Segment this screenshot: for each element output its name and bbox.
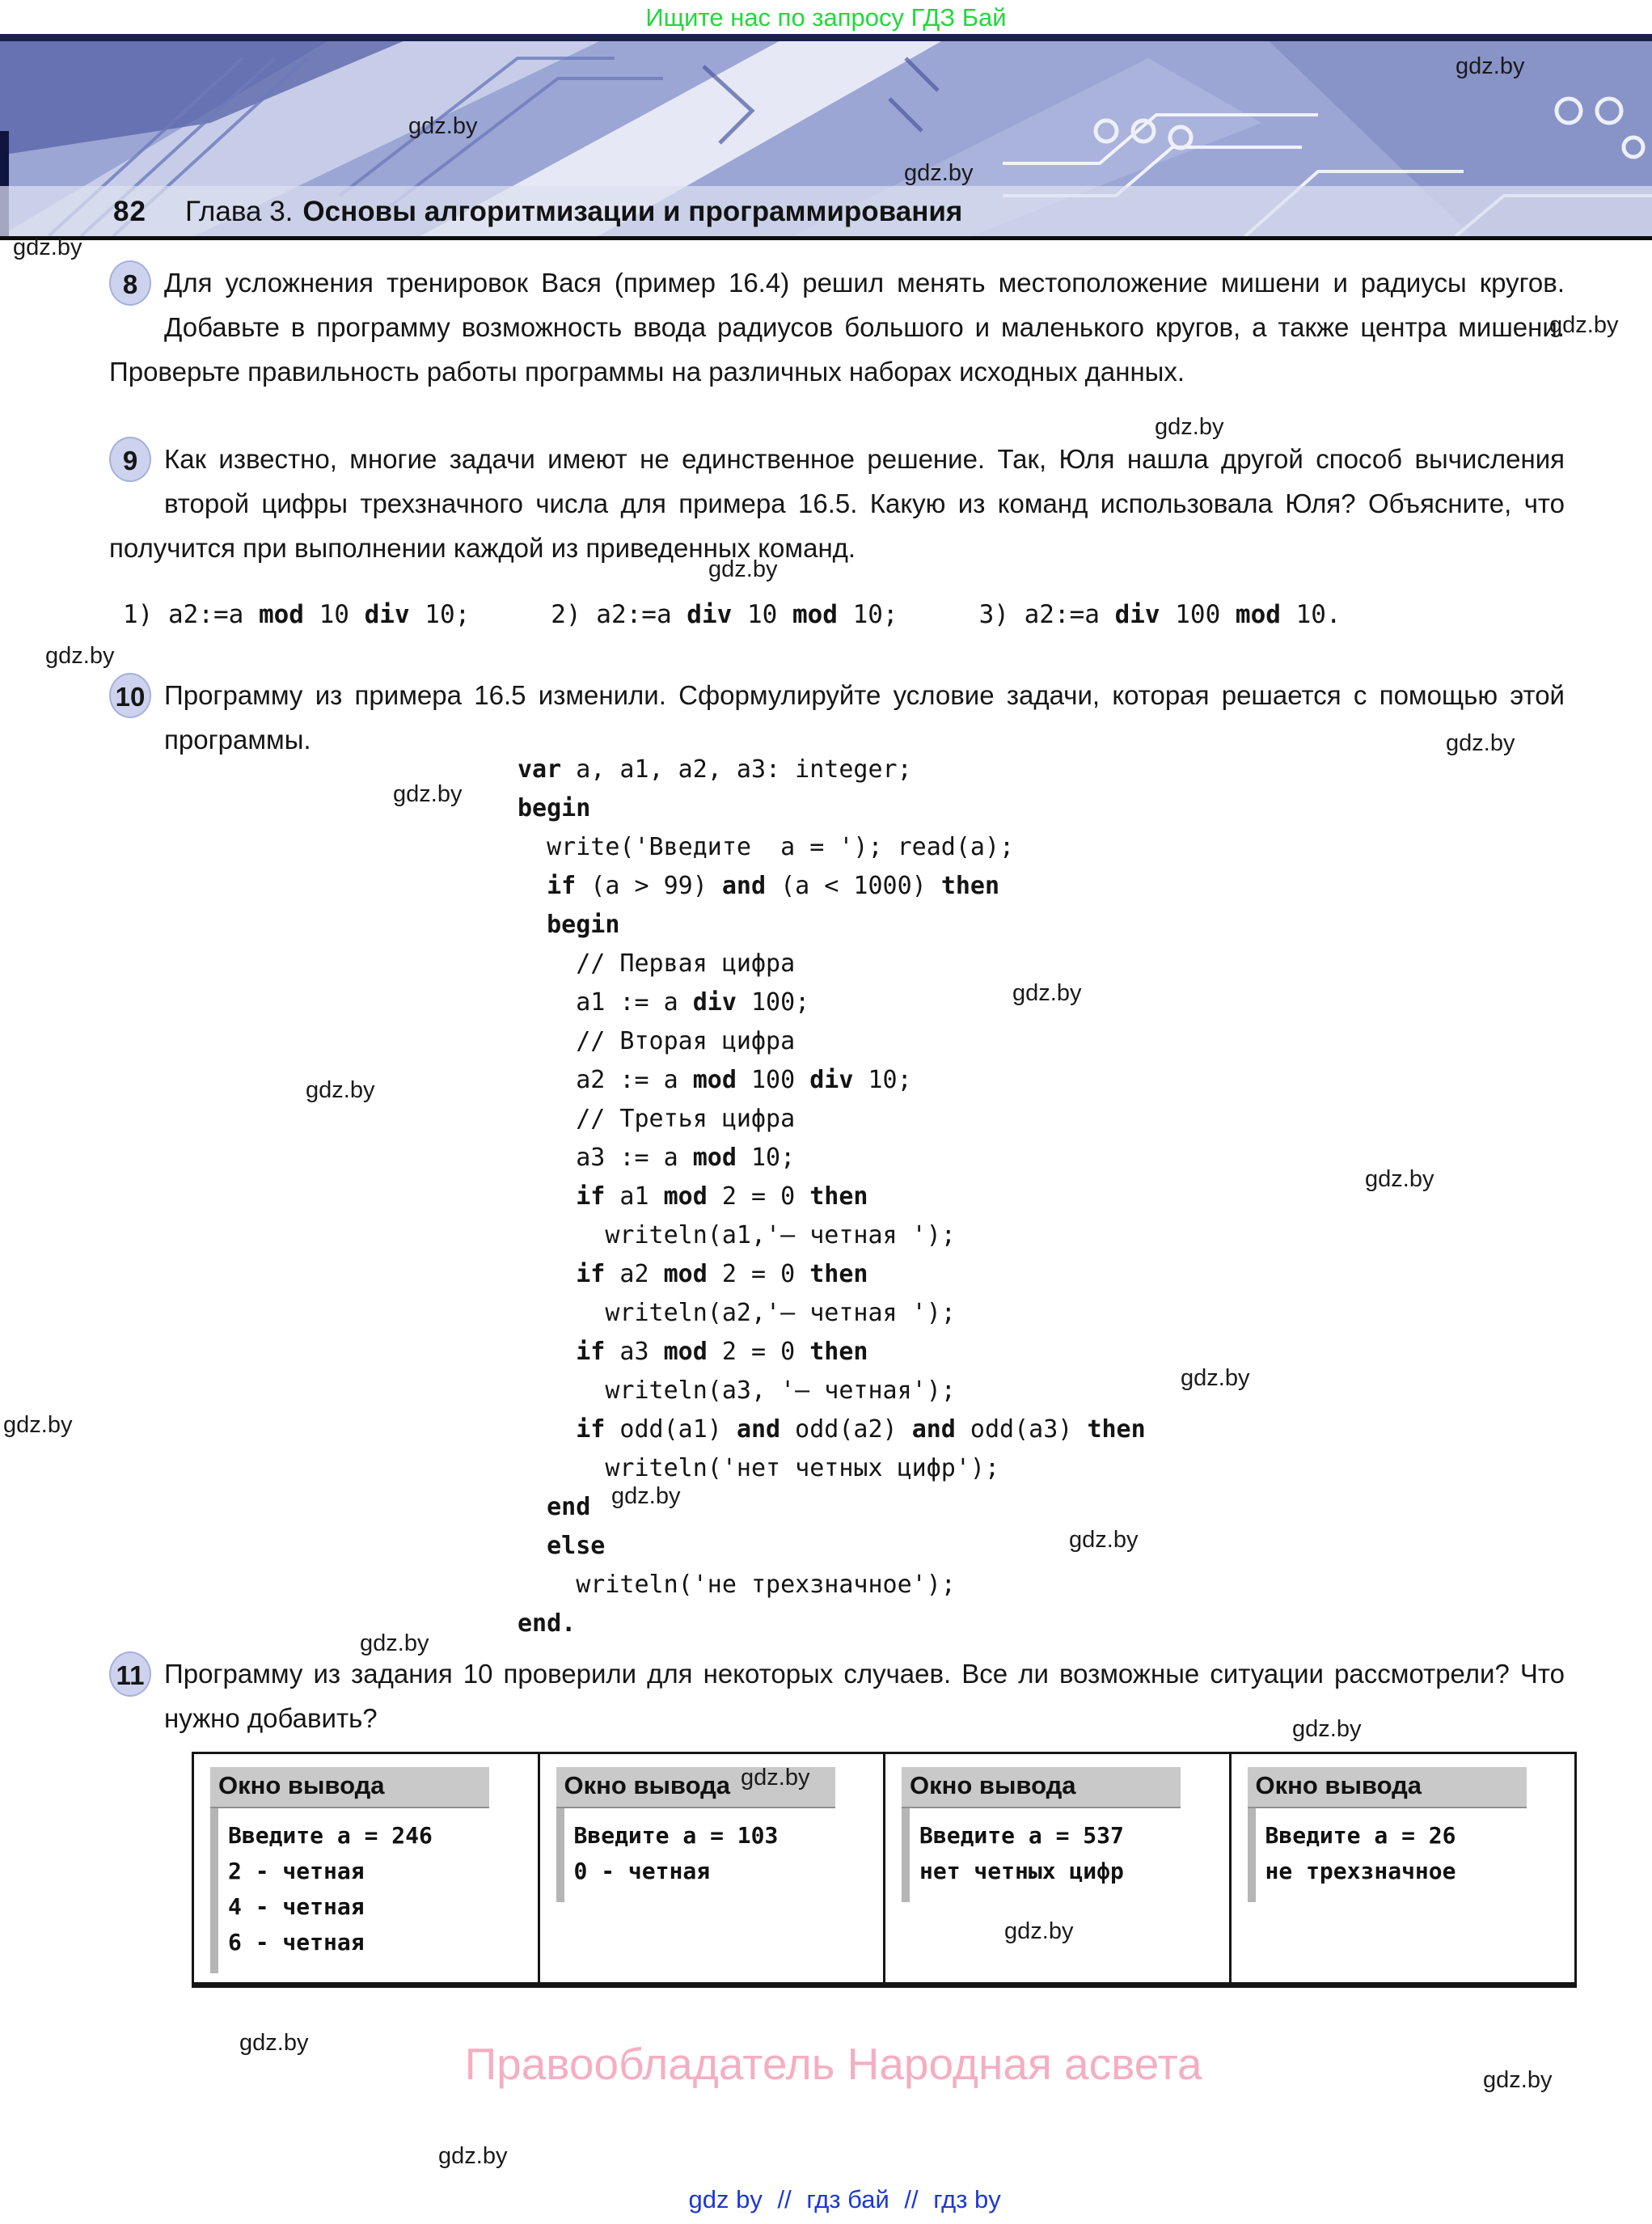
code-text: 100 xyxy=(736,1066,810,1094)
output-examples-table xyxy=(192,1752,1577,1988)
page-number: 82 xyxy=(113,196,146,227)
code-text: odd(a3) xyxy=(955,1415,1088,1444)
code-line xyxy=(518,1216,1146,1255)
code-line xyxy=(518,1372,1146,1410)
code-keyword: if xyxy=(547,872,577,900)
console-line: Введите a = 537 xyxy=(919,1822,1124,1849)
footer-link[interactable]: гдз by xyxy=(933,2185,1001,2213)
gdz-watermark: gdz.by xyxy=(904,160,974,186)
code-text xyxy=(518,1260,576,1288)
code-keyword: begin xyxy=(547,911,620,939)
console-line: 2 - четная xyxy=(228,1858,365,1884)
code-text: writeln(a1,'— четная '); xyxy=(518,1221,956,1249)
code-line xyxy=(518,1566,1146,1605)
console-line: не трехзначное xyxy=(1265,1858,1456,1884)
output-window xyxy=(902,1767,1181,1902)
code-text xyxy=(518,872,547,900)
code-text: 2 = 0 xyxy=(707,1182,810,1211)
code-keyword: var xyxy=(518,755,562,784)
command-option-3 xyxy=(979,600,1341,629)
console-line: 6 - четная xyxy=(228,1929,365,1956)
command-option-2 xyxy=(551,600,898,629)
table-cell xyxy=(1232,1754,1575,1982)
code-text: // Первая цифра xyxy=(518,949,796,978)
gdz-watermark: gdz.by xyxy=(239,2030,309,2056)
code-keyword: and xyxy=(911,1415,956,1444)
link-separator: // xyxy=(770,2185,799,2213)
table-cell xyxy=(194,1754,540,1982)
code-text: writeln(a3, '— четная'); xyxy=(518,1376,956,1405)
code-line xyxy=(518,750,1146,789)
code-keyword: mod xyxy=(663,1338,708,1366)
gdz-watermark: gdz.by xyxy=(45,643,115,669)
gdz-watermark: gdz.by xyxy=(1012,980,1082,1006)
code-text: a3 := a xyxy=(518,1144,693,1172)
gdz-watermark: gdz.by xyxy=(1446,730,1515,756)
task-9 xyxy=(109,437,1565,570)
code-text: a2 xyxy=(605,1260,664,1288)
gdz-watermark: gdz.by xyxy=(1069,1527,1139,1553)
code-line xyxy=(518,945,1146,983)
output-window-console xyxy=(1248,1808,1527,1902)
table-cell xyxy=(540,1754,886,1982)
code-keyword: if xyxy=(576,1338,606,1366)
output-window-console xyxy=(902,1808,1181,1902)
code-line xyxy=(518,1449,1146,1488)
console-line: Введите a = 103 xyxy=(573,1822,779,1849)
code-text: 10; xyxy=(837,600,898,629)
code-line xyxy=(518,1139,1146,1178)
code-keyword: then xyxy=(809,1182,868,1211)
code-text: a3 xyxy=(605,1338,664,1366)
code-text: 1) a2:=a xyxy=(123,600,259,629)
console-line: 0 - четная xyxy=(573,1858,711,1884)
code-line xyxy=(518,1255,1146,1294)
console-line: нет четных цифр xyxy=(919,1858,1124,1884)
code-text xyxy=(518,1532,547,1560)
code-text: odd(a2) xyxy=(780,1415,912,1444)
code-line xyxy=(518,867,1146,906)
console-line: Введите a = 26 xyxy=(1265,1822,1456,1849)
task-number-badge: 8 xyxy=(109,260,151,306)
code-keyword: if xyxy=(576,1260,606,1288)
chapter-prefix: Глава 3. xyxy=(184,196,294,227)
code-keyword: end xyxy=(547,1493,591,1521)
code-keyword: mod xyxy=(792,600,838,629)
chapter-title: Основы алгоритмизации и программирования xyxy=(302,196,963,227)
gdz-watermark: gdz.by xyxy=(1181,1365,1250,1391)
code-keyword: mod xyxy=(692,1144,737,1172)
code-text: 10. xyxy=(1280,600,1341,629)
code-keyword: if xyxy=(576,1182,606,1211)
code-keyword: then xyxy=(940,872,1000,900)
code-line xyxy=(518,1061,1146,1100)
task-number-badge: 10 xyxy=(109,673,151,718)
table-cell xyxy=(885,1754,1232,1982)
gdz-watermark: gdz.by xyxy=(708,556,778,582)
code-text: (a > 99) xyxy=(576,872,722,900)
code-text: 10; xyxy=(409,600,471,629)
code-keyword: mod xyxy=(258,600,304,629)
gdz-watermark: gdz.by xyxy=(393,781,463,807)
gdz-watermark: gdz.by xyxy=(438,2143,508,2169)
code-text xyxy=(518,911,547,939)
gdz-watermark: gdz.by xyxy=(611,1483,681,1509)
code-keyword: then xyxy=(809,1260,868,1288)
code-text xyxy=(518,1415,576,1444)
code-line xyxy=(518,906,1146,945)
task-number-badge: 9 xyxy=(109,437,151,482)
gdz-watermark: gdz.by xyxy=(741,1765,810,1791)
code-text: 10; xyxy=(736,1144,796,1172)
code-text: 3) a2:=a xyxy=(978,600,1115,629)
code-text: 100 xyxy=(1160,600,1236,629)
promo-banner-text: Ищите нас по запросу ГДЗ Бай xyxy=(645,3,1007,32)
code-line xyxy=(518,1022,1146,1061)
code-text: a1 xyxy=(605,1182,664,1211)
code-line xyxy=(518,789,1146,828)
task-8 xyxy=(109,260,1565,394)
code-line xyxy=(518,1294,1146,1333)
code-text: write('Введите a = '); read(a); xyxy=(518,833,1015,861)
console-line: 4 - четная xyxy=(228,1893,365,1920)
output-window-title: Окно вывода xyxy=(902,1767,1181,1808)
output-window xyxy=(1248,1767,1527,1902)
code-text: a1 := a xyxy=(518,988,693,1017)
output-window-title: Окно вывода xyxy=(1248,1767,1527,1808)
code-keyword: div xyxy=(809,1066,854,1094)
gdz-watermark: gdz.by xyxy=(360,1630,429,1656)
task-10 xyxy=(109,673,1565,762)
task-text: Для усложнения тренировок Вася (пример 16.4) решил менять местоположение мишени и радиусы кругов. Добавьте в программу возможность ввода радиусов большого и маленького кругов, а также центра мишени. Проверьте правильность работы программы на различных наборах исходных данных. xyxy=(109,268,1565,387)
code-keyword: div xyxy=(1114,600,1160,629)
gdz-watermark: gdz.by xyxy=(3,1412,73,1438)
chapter-header xyxy=(0,34,1652,240)
code-text: a2 := a xyxy=(518,1066,693,1094)
chapter-header-bar xyxy=(113,196,962,228)
code-text: odd(a1) xyxy=(605,1415,737,1444)
code-keyword: and xyxy=(736,1415,781,1444)
code-text: 100; xyxy=(736,988,810,1017)
code-keyword: mod xyxy=(1235,600,1281,629)
task-text: Программу из примера 16.5 изменили. Сформулируйте условие задачи, которая решается с помощью этой программы. xyxy=(164,680,1565,755)
command-options-row xyxy=(123,600,1498,629)
code-keyword: else xyxy=(547,1532,606,1560)
code-keyword: if xyxy=(576,1415,606,1444)
code-line xyxy=(518,1178,1146,1216)
code-keyword: then xyxy=(1087,1415,1146,1444)
output-window-console xyxy=(210,1808,489,1973)
code-keyword: then xyxy=(809,1338,868,1366)
code-text: writeln('нет четных цифр'); xyxy=(518,1454,1000,1482)
gdz-watermark: gdz.by xyxy=(13,235,82,260)
code-text: writeln(a2,'— четная '); xyxy=(518,1299,956,1327)
code-text: // Вторая цифра xyxy=(518,1027,796,1055)
code-keyword: mod xyxy=(692,1066,737,1094)
code-line xyxy=(518,1410,1146,1449)
footer-links xyxy=(689,2185,1001,2214)
footer-link[interactable]: gdz by xyxy=(688,2185,763,2213)
code-line xyxy=(518,1333,1146,1372)
gdz-watermark: gdz.by xyxy=(1483,2067,1553,2093)
code-text: a, a1, a2, a3: integer; xyxy=(561,755,912,784)
code-text: 2 = 0 xyxy=(707,1338,810,1366)
gdz-watermark: gdz.by xyxy=(408,113,478,139)
code-text: 2) a2:=a xyxy=(551,600,687,629)
code-keyword: mod xyxy=(663,1260,708,1288)
code-text xyxy=(518,1493,547,1521)
task-number-badge: 11 xyxy=(109,1651,151,1697)
gdz-watermark: gdz.by xyxy=(1456,53,1525,79)
code-text: 2 = 0 xyxy=(707,1260,810,1288)
code-line xyxy=(518,1100,1146,1139)
code-text xyxy=(518,1182,576,1211)
output-window-title: Окно вывода xyxy=(556,1767,835,1808)
code-line xyxy=(518,1527,1146,1566)
code-line xyxy=(518,1605,1146,1643)
code-keyword: div xyxy=(692,988,737,1017)
output-window-title: Окно вывода xyxy=(210,1767,489,1808)
output-window-console xyxy=(556,1808,835,1902)
footer-link[interactable]: гдз бай xyxy=(806,2185,889,2213)
gdz-watermark: gdz.by xyxy=(306,1077,375,1103)
code-text: 10 xyxy=(732,600,792,629)
link-separator: // xyxy=(897,2185,926,2213)
code-keyword: div xyxy=(687,600,733,629)
gdz-watermark: gdz.by xyxy=(1549,312,1619,338)
code-keyword: end. xyxy=(518,1609,577,1638)
code-keyword: and xyxy=(721,872,767,900)
code-keyword: mod xyxy=(663,1182,708,1211)
code-text: writeln('не трехзначное'); xyxy=(518,1571,956,1599)
code-text xyxy=(518,1338,576,1366)
code-text: 10 xyxy=(303,600,365,629)
copyright-notice: Правообладатель Народная асвета xyxy=(464,2039,1202,2089)
console-line: Введите a = 246 xyxy=(228,1822,433,1849)
output-window xyxy=(210,1767,489,1973)
code-text: (a < 1000) xyxy=(766,872,941,900)
task-text: Как известно, многие задачи имеют не единственное решение. Так, Юля нашла другой способ вычисления второй цифры трехзначного числа для примера 16.5. Какую из команд использовала Юля? Объясните, что получится при выполнении каждой из приведенных команд. xyxy=(109,444,1565,563)
gdz-watermark: gdz.by xyxy=(1004,1918,1074,1944)
code-keyword: begin xyxy=(518,794,591,822)
gdz-watermark: gdz.by xyxy=(1155,414,1224,440)
task-text: Программу из задания 10 проверили для некоторых случаев. Все ли возможные ситуации рассмотрели? Что нужно добавить? xyxy=(164,1659,1565,1733)
gdz-watermark: gdz.by xyxy=(1292,1716,1362,1742)
code-text: // Третья цифра xyxy=(518,1105,796,1133)
gdz-watermark: gdz.by xyxy=(1365,1166,1434,1192)
command-option-1 xyxy=(123,600,470,629)
code-keyword: div xyxy=(364,600,410,629)
code-line xyxy=(518,828,1146,867)
code-text: 10; xyxy=(853,1066,912,1094)
